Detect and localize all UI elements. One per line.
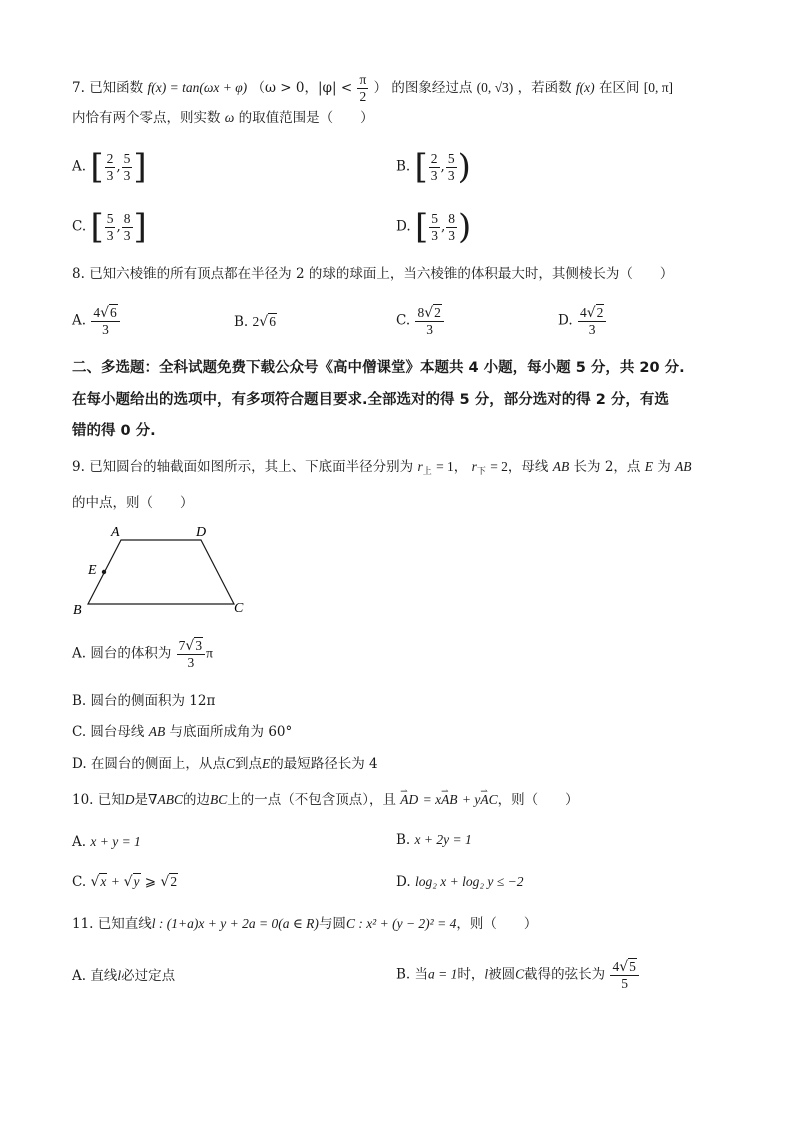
q9-trapezoid-figure bbox=[66, 520, 256, 620]
label-e: E bbox=[88, 563, 97, 578]
q7-function: f(x) = tan(ωx + φ) bbox=[147, 80, 248, 95]
point-e-dot bbox=[102, 570, 106, 574]
q7-point: (0, √3) bbox=[476, 80, 514, 95]
q8-stem: 8. 已知六棱锥的所有顶点都在半径为 2 的球的球面上，当六棱锥的体积最大时，其侧棱长为（ ） bbox=[72, 266, 674, 282]
q9-stem-line2: 的中点，则（ ） bbox=[72, 495, 194, 511]
label-b: B bbox=[73, 603, 82, 618]
q9-number: 9. bbox=[72, 459, 85, 475]
q8-option-b[interactable]: B. 2√6 bbox=[234, 314, 276, 330]
q7-option-a[interactable]: A. [ $\frac{2}{3}$ , $\frac{5}{3}$ ] bbox=[72, 147, 147, 187]
q7-option-c[interactable]: C. [ $\frac{5}{3}$ , $\frac{8}{3}$ ] bbox=[72, 207, 147, 247]
q7-stem-line2: 内恰有两个零点，则实数 ω 的取值范围是（ ） bbox=[72, 110, 374, 126]
q10-option-a[interactable]: A. x + y = 1 bbox=[72, 834, 141, 850]
q10-stem: 10. 已知D是∇ABC的边BC上的一点（不包含顶点），且 ⇀ AD = x⇀ AB + y⇀ AC，则（ ） bbox=[72, 790, 579, 810]
q9-option-a[interactable]: A. 圆台的体积为 $\frac{7√3}{3}$ π bbox=[72, 638, 213, 670]
q11-option-b[interactable]: B. 当a = 1时，l被圆C截得的弦长为 $\frac{4√5}{5}$ bbox=[396, 958, 640, 992]
label-c: C bbox=[234, 601, 244, 616]
q10-option-b[interactable]: B. x + 2y = 1 bbox=[396, 832, 472, 848]
q7-number: 7. bbox=[72, 80, 85, 96]
q11-line-equation: l : (1+a)x + y + 2a = 0(a ∈ R) bbox=[151, 916, 319, 931]
q11-circle-equation: C : x² + (y − 2)² = 4 bbox=[345, 916, 457, 931]
q8-number: 8. bbox=[72, 266, 85, 282]
q8-option-a[interactable]: A. $\frac{4√6}{3}$ bbox=[72, 304, 121, 338]
q7-pi-over-2: $\frac{\pi}{2}$ bbox=[359, 72, 367, 104]
q9-option-c[interactable]: C. 圆台母线 AB 与底面所成角为 60° bbox=[72, 724, 293, 740]
q7-stem-line1: 7. 已知函数 f(x) = tan(ωx + φ) （ω > 0，|φ| < $\frac{\pi}{2}$ ） 的图象经过点 (0, √3) ，若函数 f(x) 在区间 [0, π] bbox=[72, 72, 674, 104]
label-d: D bbox=[196, 525, 207, 540]
section2-heading-line3: 错的得 0 分. bbox=[72, 423, 156, 439]
label-a: A bbox=[111, 525, 120, 540]
q8-option-d[interactable]: D. $\frac{4√2}{3}$ bbox=[558, 304, 607, 338]
q10-option-d[interactable]: D. log₂ x + log₂ y ≤ −2 bbox=[396, 874, 524, 890]
q9-stem-line1: 9. 已知圆台的轴截面如图所示，其上、下底面半径分别为 $r_上 = 1$， $r_下 = 2$，母线 AB 长为 2，点 E 为 AB bbox=[72, 459, 692, 477]
q11-stem: 11. 已知直线l : (1+a)x + y + 2a = 0(a ∈ R)与圆C : x² + (y − 2)² = 4，则（ ） bbox=[72, 916, 538, 932]
q9-option-b[interactable]: B. 圆台的侧面积为 12π bbox=[72, 693, 216, 709]
q8-option-c[interactable]: C. $\frac{8√2}{3}$ bbox=[396, 304, 445, 338]
q11-option-a[interactable]: A. 直线l必过定点 bbox=[72, 968, 176, 984]
q7-option-b[interactable]: B. [ $\frac{2}{3}$ , $\frac{5}{3}$ ) bbox=[396, 147, 471, 187]
q10-number: 10. bbox=[72, 792, 94, 808]
trapezoid-shape bbox=[88, 540, 234, 604]
q10-option-c[interactable]: C. √x + √y ⩾ √2 bbox=[72, 874, 178, 890]
section2-heading-line2: 在每小题给出的选项中，有多项符合题目要求.全部选对的得 5 分，部分选对的得 2 分，有选 bbox=[72, 392, 669, 408]
section2-heading-line1: 二、多选题：全科试题免费下载公众号《高中僧课堂》本题共 4 小题，每小题 5 分，共 20 分. bbox=[72, 360, 685, 376]
q11-number: 11. bbox=[72, 916, 94, 932]
q9-option-d[interactable]: D. 在圆台的侧面上，从点C到点E的最短路径长为 4 bbox=[72, 756, 378, 772]
q7-option-d[interactable]: D. [ $\frac{5}{3}$ , $\frac{8}{3}$ ) bbox=[396, 207, 472, 247]
q7-interval: [0, π] bbox=[643, 80, 674, 95]
